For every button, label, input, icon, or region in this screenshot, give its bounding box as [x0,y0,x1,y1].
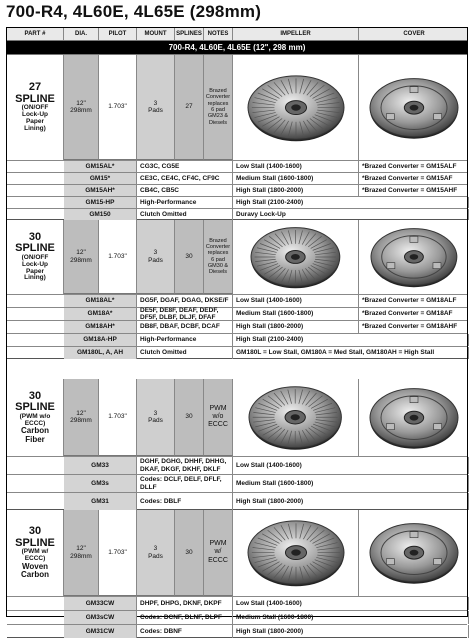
cover-note: *Brazed Converter = GM18AF [362,310,453,318]
mount-cell: 3 Pads [137,510,175,596]
cover-note: *Brazed Converter = GM18ALF [362,297,457,305]
table-row [7,624,467,638]
table-row [7,346,467,359]
codes: DGHF, DGHG, DHHF, DHHG, DKAF, DKGF, DKHF, DKLF [137,457,233,474]
spline-count: 30 SPLINE [15,389,55,414]
pilot-cell: 1.703" [99,55,137,160]
section-1 [7,55,467,220]
splines-cell: 30 [175,220,204,294]
stall: High Stall (1800-2000) [233,493,469,510]
stall: High Stall (1800-2000) [233,185,359,196]
splines-cell: 30 [175,510,204,596]
notes-cell: Brazed Converter replaces 6 pad GM23 & Diesels [204,55,233,160]
pilot-cell: 1.703" [99,220,137,294]
part-number: GM33CW [64,597,137,610]
header-part: PART # [7,28,64,40]
stall: GM180L = Low Stall, GM180A = Med Stall, GM180AH = High Stall [233,347,469,359]
table-row [7,184,467,196]
cover-image [359,379,469,456]
spline-subtitle: (PWM w/ ECCC) [21,548,49,563]
dia-cell: 12" 298mm [64,510,99,596]
cover-image [359,55,469,160]
stall: Medium Stall (1600-1800) [233,611,469,624]
cover-note: *Brazed Converter = GM18AHF [362,323,458,331]
part-number: GM15-HP [64,197,137,208]
stall: Medium Stall (1600-1800) [233,308,359,320]
codes: Codes: DBNF [137,625,233,638]
lining-type: Carbon Fiber [20,426,49,444]
spline-count: 30 SPLINE [15,230,55,255]
codes: DE5F, DE8F, DEAF, DEDF, DF5F, DLBF, DLJF, DFAF [137,308,233,320]
part-number: GM3s [64,475,137,492]
header-splines: SPLINES [175,28,204,40]
table-row [7,456,467,474]
codes: Codes: DCNF, DLNF, DLPF [137,611,233,624]
table-row [7,474,467,492]
table-header [7,28,467,41]
header-dia: DIA. [64,28,99,40]
table-row [7,307,467,320]
table-row [7,294,467,307]
header-notes: NOTES [204,28,233,40]
cover-note: *Brazed Converter = GM15AF [362,174,453,182]
section-4 [7,510,467,638]
codes: DG5F, DGAF, DGAG, DKSE/F [137,295,233,307]
section-3 [7,379,467,510]
header-mount: MOUNT [137,28,175,40]
impeller-image [233,379,359,456]
cover-note: *Brazed Converter = GM15ALF [362,162,457,170]
cover-note: *Brazed Converter = GM15AHF [362,186,458,194]
stall: Medium Stall (1600-1800) [233,173,359,184]
stall: High Stall (2100-2400) [233,334,469,346]
stall: Duravy Lock-Up [233,209,469,220]
codes: High-Performance [137,334,233,346]
lining-type: Woven Carbon [20,561,49,580]
cover-image [359,220,469,294]
mount-cell: 3 Pads [137,379,175,456]
part-number: GM18AH* [64,321,137,333]
spline-label [7,220,64,294]
spline-label [7,510,64,596]
table-row [7,596,467,610]
part-number: GM33 [64,457,137,474]
codes: CG3C, CG5E [137,161,233,172]
header-impeller: IMPELLER [233,28,359,40]
part-number: GM31CW [64,625,137,638]
codes: Codes: DCLF, DELF, DFLF, DLLF [137,475,233,492]
impeller-image [233,220,359,294]
stall: Low Stall (1400-1600) [233,457,469,474]
stall: High Stall (1800-2000) [233,625,469,638]
mount-cell: 3 Pads [137,55,175,160]
table-row [7,492,467,510]
dia-cell: 12" 298mm [64,379,99,456]
dia-cell: 12" 298mm [64,55,99,160]
stall: Low Stall (1400-1600) [233,597,469,610]
stall: High Stall (2100-2400) [233,197,469,208]
part-number: GM18A* [64,308,137,320]
codes: CE3C, CE4C, CF4C, CF9C [137,173,233,184]
section-band: 700-R4, 4L60E, 4L65E (12", 298 mm) [7,41,467,55]
codes: Clutch Omitted [137,347,233,359]
notes-cell: Brazed Converter replaces 6 pad GM30 & Diesels [204,220,233,294]
stall: Medium Stall (1600-1800) [233,475,469,492]
spline-subtitle: (PWM w/o ECCC) [19,412,51,427]
table-row [7,610,467,624]
table-row [7,196,467,208]
converter-table [6,27,468,635]
part-number: GM31 [64,493,137,510]
notes-cell: PWM w/o ECCC [204,379,233,456]
table-row [7,333,467,346]
spline-label [7,379,64,456]
table-row [7,320,467,333]
spline-count: 30 SPLINE [15,525,55,549]
part-number: GM3sCW [64,611,137,624]
dia-cell: 12" 298mm [64,220,99,294]
part-number: GM150 [64,209,137,220]
part-number: GM15* [64,173,137,184]
table-row [7,160,467,172]
codes: CB4C, CB5C [137,185,233,196]
splines-cell: 30 [175,379,204,456]
spline-count: 27 SPLINE [15,81,55,105]
spline-subtitle: (ON/OFF Lock-Up Paper Lining) [21,104,49,132]
part-number: GM15AL* [64,161,137,172]
part-number: GM180L, A, AH [64,347,137,359]
spline-label [7,55,64,160]
cover-image [359,510,469,596]
section-2 [7,220,467,359]
table-row [7,208,467,220]
codes: DB8F, DBAF, DCBF, DCAF [137,321,233,333]
codes: DHPF, DHPG, DKNF, DKPF [137,597,233,610]
header-cover: COVER [403,30,425,37]
stall: Low Stall (1400-1600) [233,161,359,172]
mount-cell: 3 Pads [137,220,175,294]
codes: Clutch Omitted [137,209,233,220]
part-number: GM15AH* [64,185,137,196]
pilot-cell: 1.703" [99,510,137,596]
impeller-image [233,55,359,160]
pilot-cell: 1.703" [99,379,137,456]
part-number: GM18A-HP [64,334,137,346]
codes: High-Performance [137,197,233,208]
stall: High Stall (1800-2000) [233,321,359,333]
impeller-image [233,510,359,596]
codes: Codes: DBLF [137,493,233,510]
table-row [7,172,467,184]
header-pilot: PILOT [99,28,137,40]
notes-cell: PWM w/ ECCC [204,510,233,596]
page-title: 700-R4, 4L60E, 4L65E (298mm) [6,2,262,21]
splines-cell: 27 [175,55,204,160]
stall: Low Stall (1400-1600) [233,295,359,307]
spline-subtitle: (ON/OFF Lock-Up Paper Lining) [21,253,49,282]
part-number: GM18AL* [64,295,137,307]
